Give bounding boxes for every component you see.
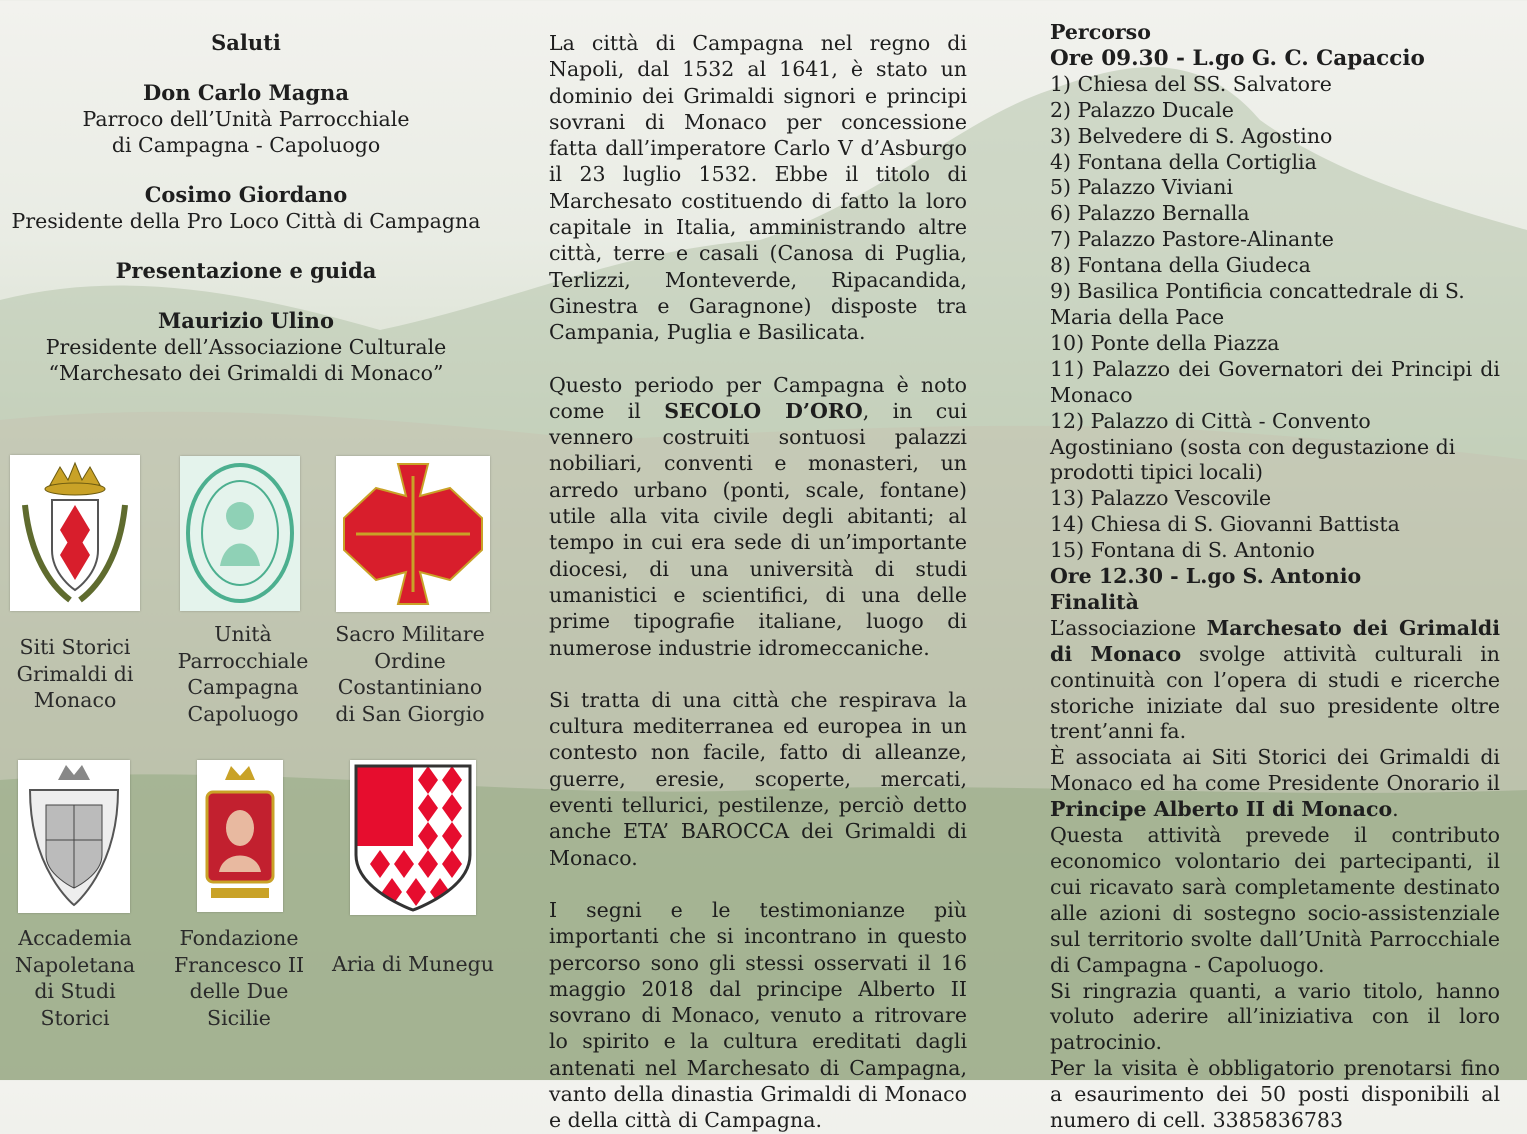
aims-paragraph bbox=[1050, 616, 1500, 746]
list-item: 4) Fontana della Cortiglia bbox=[1050, 149, 1317, 174]
list-item: 12) Palazzo di Città - Convento Agostiniano (sosta con degustazione di prodotti tipici locali) bbox=[1050, 408, 1456, 485]
guide-role: Presidente dell’Associazione Culturale bbox=[45, 335, 447, 359]
secolo-doro-text: SECOLO D’ORO bbox=[664, 398, 863, 423]
greeter-name: Cosimo Giordano bbox=[144, 182, 348, 207]
history-paragraph: La città di Campagna nel regno di Napoli, dal 1532 al 1641, è stato un dominio dei Grimaldi signori e principi sovrani di Monaco per concessione fatta dall’imperatore Carlo V d’Asburgo il 23 luglio 1532. Ebbe il titolo di Marchesato costituendo di fatto la loro capitale in Italia, amministrando altre città, terre e casali (Canosa di Puglia, Terlizzi, Monteverde, Ripacandida, Ginestra e Garagnone) disposte tra Campania, Puglia e Basilicata. bbox=[549, 31, 967, 345]
constantinian-cross-icon bbox=[336, 456, 490, 612]
list-item: 13) Palazzo Vescovile bbox=[1050, 486, 1272, 511]
text-span: L’associazione bbox=[1050, 615, 1207, 640]
history-column bbox=[549, 30, 967, 1134]
text-span: svolge attività culturali in continuità con l’opera di studi e ricerche storiche iniziate dal suo presidente oltre trent’anni fa. bbox=[1050, 641, 1501, 744]
foundation-emblem-icon bbox=[197, 760, 283, 912]
list-item: 3) Belvedere di S. Agostino bbox=[1050, 123, 1333, 148]
list-item: 14) Chiesa di S. Giovanni Battista bbox=[1050, 512, 1400, 537]
list-item: 7) Palazzo Pastore-Alinante bbox=[1050, 227, 1334, 252]
logo-caption: Siti Storici Grimaldi di Monaco bbox=[16, 635, 134, 712]
credits-column bbox=[0, 30, 492, 410]
text-span: . bbox=[1392, 797, 1399, 822]
academy-coat-of-arms-icon bbox=[18, 760, 130, 913]
grimaldi-crest-icon bbox=[10, 455, 140, 611]
parish-seal-icon bbox=[180, 456, 300, 611]
thanks-paragraph: Si ringrazia quanti, a vario titolo, hanno voluto aderire all’iniziativa con il loro patrocinio. bbox=[1050, 978, 1500, 1055]
list-item: 1) Chiesa del SS. Salvatore bbox=[1050, 71, 1332, 96]
booking-paragraph: Per la visita è obbligatorio prenotarsi fino a esaurimento dei 50 posti disponibili al numero di cell. 3385836783 bbox=[1050, 1056, 1500, 1133]
logo-caption: Fondazione Francesco II delle Due Sicilie bbox=[173, 926, 305, 1030]
logo-caption: Aria di Munegu bbox=[332, 952, 494, 976]
end-time: Ore 12.30 - L.go S. Antonio bbox=[1050, 564, 1362, 589]
list-item: 8) Fontana della Giudeca bbox=[1050, 253, 1311, 278]
text-span: Questo periodo per Campagna è noto come il bbox=[549, 372, 967, 423]
list-item: 15) Fontana di S. Antonio bbox=[1050, 538, 1315, 563]
finalita-heading: Finalità bbox=[1050, 589, 1139, 614]
guide-name: Maurizio Ulino bbox=[158, 308, 334, 333]
list-item: 5) Palazzo Viviani bbox=[1050, 175, 1234, 200]
guide-association: “Marchesato dei Grimaldi di Monaco” bbox=[48, 361, 444, 385]
stops-list bbox=[1050, 72, 1500, 564]
start-time: Ore 09.30 - L.go G. C. Capaccio bbox=[1050, 45, 1425, 71]
percorso-heading: Percorso bbox=[1050, 20, 1151, 44]
baroque-paragraph: Si tratta di una città che respirava la cultura mediterranea ed europea in un contesto non facile, fatto di alleanze, guerre, eresie, scoperte, mercati, eventi tellurici, pestilenze, perciò detto anche ETA’ BAROCCA dei Grimaldi di Monaco. bbox=[549, 687, 967, 870]
list-item: 9) Basilica Pontificia concattedrale di S. Maria della Pace bbox=[1050, 279, 1465, 329]
logo-caption: Accademia Napoletana di Studi Storici bbox=[14, 926, 136, 1030]
logo-caption: Sacro Militare Ordine Costantiniano di San Giorgio bbox=[335, 622, 485, 726]
contribution-paragraph: Questa attività prevede il contributo economico volontario dei partecipanti, il cui ricavato sarà completamente destinato alle azioni di sostegno socio-assistenziale sul territorio svolte dall’Unità Parrocchiale di Campagna - Capoluogo. bbox=[1050, 823, 1500, 977]
list-item: 6) Palazzo Bernalla bbox=[1050, 201, 1250, 226]
saluti-heading: Saluti bbox=[211, 30, 281, 55]
list-item: 11) Palazzo dei Governatori dei Principi di Monaco bbox=[1050, 356, 1500, 407]
monaco-shield-icon bbox=[350, 760, 476, 915]
list-item: 2) Palazzo Ducale bbox=[1050, 97, 1234, 122]
golden-age-paragraph bbox=[549, 372, 967, 661]
logo-caption: Unità Parrocchiale Campagna Capoluogo bbox=[177, 622, 309, 726]
greeter-role: Parroco dell’Unità Parrocchiale di Campagna - Capoluogo bbox=[82, 107, 410, 157]
text-span: , in cui vennero costruiti sontuosi palazzi nobiliari, conventi e monasteri, un arredo urbano (ponti, scale, fontane) utile alla vita civile degli abitanti; al tempo in cui era sede di un’importante diocesi, di una università di studi umanistici e scientifici, di una delle prime tipografie italiane, luogo di numerose industrie idromeccaniche. bbox=[549, 398, 967, 660]
testimony-paragraph: I segni e le testimonianze più importanti che si incontrano in questo percorso sono gli stessi osservati il 16 maggio 2018 dal principe Alberto II sovrano di Monaco, venuto a ritrovare lo spirito e la cultura ereditati dagli antenati nel Marchesato di Campagna, vanto della dinastia Grimaldi di Monaco e della città di Campagna. bbox=[549, 897, 967, 1133]
association-name: Marchesato dei Grimaldi di Monaco bbox=[1050, 615, 1500, 666]
text-span: È associata ai Siti Storici dei Grimaldi di Monaco ed ha come Presidente Onorario il bbox=[1050, 745, 1500, 796]
itinerary-column bbox=[1050, 20, 1500, 1134]
presentation-heading: Presentazione e guida bbox=[115, 258, 377, 283]
greeter-role: Presidente della Pro Loco Città di Campagna bbox=[11, 209, 481, 233]
greeter-name: Don Carlo Magna bbox=[143, 80, 349, 105]
association-paragraph bbox=[1050, 745, 1500, 823]
list-item: 10) Ponte della Piazza bbox=[1050, 330, 1280, 355]
honorary-president: Principe Alberto II di Monaco bbox=[1050, 797, 1393, 822]
